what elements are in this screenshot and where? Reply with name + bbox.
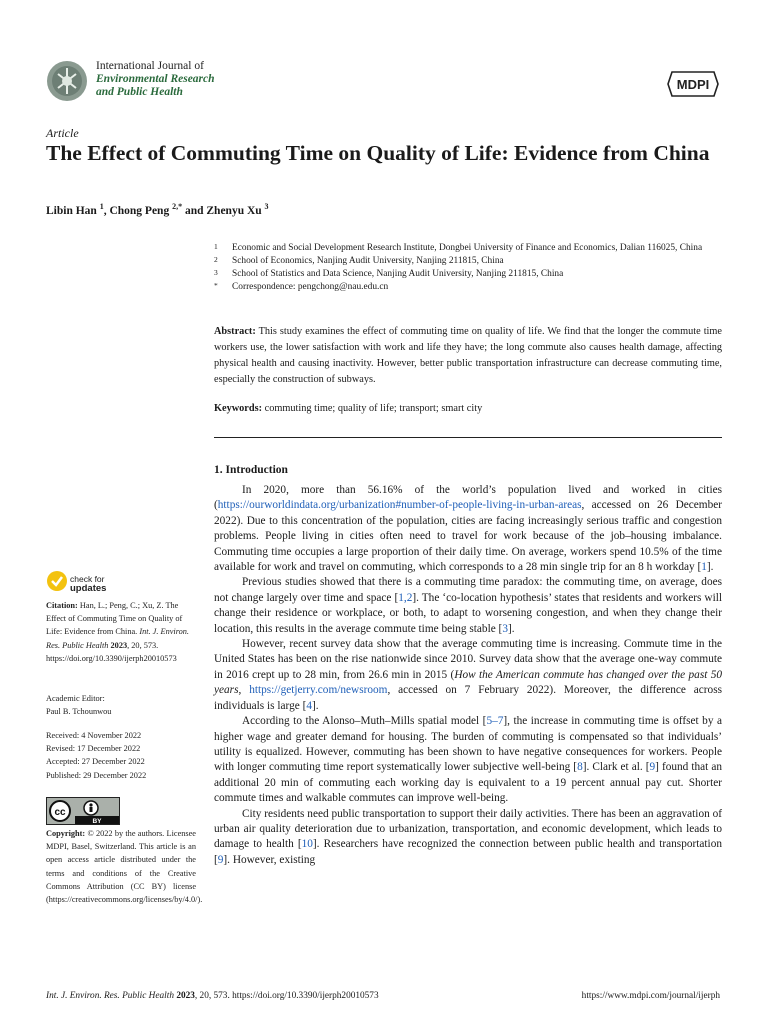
editor-name: Paul B. Tchounwou (46, 707, 112, 717)
footer-citation (46, 991, 379, 1001)
citation-link[interactable]: 1 (701, 561, 707, 574)
text-run: ]. (507, 622, 515, 635)
citation-link[interactable]: 3 (502, 622, 508, 635)
body-text (214, 483, 722, 868)
citation-link[interactable]: 9 (217, 853, 224, 866)
svg-text:cc: cc (54, 807, 66, 818)
author-affil-mark: 1 (99, 202, 104, 211)
check-for-updates-badge[interactable] (46, 570, 68, 597)
text-run: ] found that an additional 20 min of commuting each working day is equivalent to a 19 percent annual pay cut. Shorter commute times and walkable commutes can improve well-being. (214, 761, 723, 805)
text-run: City residents need public transportation to support their daily activities. There has been an aggravation of urban air quality deterioration due to urbanization, transportation, and economic development, which leads to damage to health [ (214, 807, 722, 851)
text-run: ]. Researchers have recognized the connection between public health and transportation [ (214, 838, 722, 866)
abstract-label: Abstract: (214, 326, 256, 337)
text-run: ]. However, existing (223, 853, 316, 866)
text-run: , accessed on 7 February 2022). Moreover, the difference across individuals is large [ (214, 684, 722, 712)
author-name: Chong Peng (109, 204, 170, 217)
text-run: ]. The ‘co-location hypothesis’ states that residents and workers will change their residence or workplace, or both, to adapt to worsening congestion, and when they change their location, this results in the average commute time being stable [ (214, 591, 722, 635)
author-affil-mark: 3 (264, 202, 269, 211)
footer-url[interactable]: https://www.mdpi.com/journal/ijerph (581, 991, 720, 1001)
check-for-updates-label[interactable] (70, 574, 106, 594)
cc-by-text: BY (92, 818, 102, 824)
text-run: However, recent survey data show that the average commuting time is increasing. Commute time in the United States has been on the rise nationwide since 2010. Survey data show that the average one-way commute in 2016 crept up to 28 min, from 26.6 min in 2015 ( (214, 638, 722, 681)
paragraph (214, 714, 722, 806)
text-run: According to the Alonso–Muth–Mills spatial model [ (242, 715, 487, 728)
editor-label: Academic Editor: (46, 694, 105, 703)
footer-year: 2023 (176, 991, 195, 1001)
mdpi-text: MDPI (676, 77, 710, 92)
affil-mark: 2 (214, 255, 218, 264)
received-date: Received: 4 November 2022 (46, 731, 142, 740)
cc-by-license-badge[interactable] (46, 797, 120, 825)
journal-logo (46, 60, 88, 102)
footer-doi[interactable]: , 20, 573. https://doi.org/10.3390/ijerph20010573 (194, 991, 379, 1001)
dates-block (46, 729, 196, 782)
paragraph (214, 807, 722, 869)
text-run: ]. (706, 561, 714, 574)
text-run: , (238, 684, 250, 697)
url-link[interactable]: https://ourworldindata.org/urbanization#number-of-people-living-in-urban-areas (217, 499, 582, 512)
abstract-text: This study examines the effect of commuting time on quality of life. We find that the longer the commute time workers use, the lower satisfaction with work and life they have; the long commute also causes health damage, affecting physical health and causing inactivity. However, better public transportation infrastructure can decrease commuting time, especially the construction of subways. (214, 326, 722, 385)
accepted-date: Accepted: 27 December 2022 (46, 757, 145, 767)
citation-label: Citation: (46, 601, 78, 610)
divider (214, 437, 722, 438)
affil-mark: 3 (214, 268, 218, 277)
affil-text: Economic and Social Development Research Institute, Dongbei University of Finance and Economics, Dalian 116025, China (232, 243, 703, 253)
affil-text: School of Economics, Nanjing Audit University, Nanjing 211815, China (232, 256, 504, 266)
citation-link[interactable]: 4 (306, 699, 313, 712)
copyright-text: © 2022 by the authors. Licensee MDPI, Basel, Switzerland. This article is an open access article distributed under the terms and conditions of the Creative Commons Attribution (CC BY) license (https://creativecommons.org/licenses/by/4.0/). (46, 829, 203, 905)
text-run: ]. (312, 699, 319, 712)
article-title: The Effect of Commuting Time on Quality of Life: Evidence from China (46, 141, 710, 165)
affiliation (214, 268, 734, 281)
text-run: Previous studies showed that there is a commuting time paradox: the commuting time, on average, does not change largely over time and space [ (214, 576, 722, 604)
author-name: Libin Han (46, 204, 97, 217)
section-heading: 1. Introduction (214, 464, 288, 476)
citation-year: 2023 (110, 640, 128, 650)
keywords-label: Keywords: (214, 403, 263, 414)
keywords-text: commuting time; quality of life; transport; smart city (264, 403, 483, 414)
copyright-block (46, 827, 203, 906)
journal-name (96, 60, 215, 99)
author-list: Libin Han $^1$, Chong Peng $^{2,*}$ and Zhenyu Xu $^3$ (46, 202, 269, 217)
revised-date: Revised: 17 December 2022 (46, 744, 141, 754)
affiliation (214, 242, 734, 255)
affiliation (214, 281, 734, 294)
text-run: How the American commute has changed over the past 50 years (214, 668, 723, 697)
affil-mark: * (214, 281, 218, 290)
citation-link[interactable]: 9 (649, 761, 656, 774)
author-name: Zhenyu Xu (206, 204, 262, 217)
affiliation (214, 255, 734, 268)
citation-link[interactable]: 8 (577, 761, 583, 774)
mdpi-logo (666, 70, 720, 103)
citation-block (46, 599, 196, 665)
text-run: , accessed on 26 December 2022). Due to this concentration of the population, cities are facing increasingly serious traffic and congestion problems. People living in cities often need to travel for work because of the job–housing imbalance. Commuting time occupies a large proportion of their daily time. On average, workers spend 10.5% of the time available for work and travel on commuting, which corresponds to a 28 min single trip for an 8 h workday [ (214, 499, 722, 574)
text-run: In 2020, more than 56.16% of the world’s population lived and worked in cities ( (214, 484, 722, 512)
journal-line2: Environmental Research (96, 73, 215, 85)
citation-link[interactable]: 10 (301, 838, 313, 851)
affil-text: School of Statistics and Data Science, Nanjing Audit University, Nanjing 211815, China (232, 269, 564, 279)
affil-mark: 1 (214, 242, 218, 251)
academic-editor (46, 692, 196, 718)
paragraph (214, 575, 722, 637)
check-line1: check for (70, 574, 105, 584)
check-line2: updates (70, 583, 107, 594)
abstract (214, 324, 722, 388)
paragraph (214, 483, 722, 575)
url-link[interactable]: https://getjerry.com/newsroom (249, 684, 388, 697)
journal-line1: International Journal of (96, 60, 204, 72)
article-type: Article (46, 126, 79, 140)
citation-text: Han, L.; Peng, C.; Xu, Z. The Effect of Commuting Time on Quality of Life: Evidence from China. (46, 601, 183, 637)
author-affil-mark: 2,* (172, 202, 183, 211)
affiliations (214, 242, 734, 294)
citation-link[interactable]: 5–7 (486, 715, 504, 728)
footer-journal: Int. J. Environ. Res. Public Health (46, 991, 174, 1001)
text-run: ]. Clark et al. [ (582, 761, 650, 774)
published-date: Published: 29 December 2022 (46, 770, 147, 780)
copyright-label: Copyright: (46, 829, 86, 838)
citation-link[interactable]: 1,2 (398, 591, 413, 604)
correspondence-email[interactable]: Correspondence: pengchong@nau.edu.cn (232, 282, 389, 292)
citation-doi[interactable]: , 20, 573. https://doi.org/10.3390/ijerph20010573 (46, 640, 177, 663)
paragraph (214, 637, 722, 714)
citation-journal: Int. J. Environ. Res. Public Health (46, 627, 190, 650)
keywords (214, 403, 722, 414)
journal-line3: and Public Health (96, 86, 183, 98)
text-run: ], the increase in commuting time is offset by a higher wage and greater demand for housing. The burden of commuting is compensated so that individuals’ utility is equalized. However, commuting has been shown to have negative consequences for workers. People with longer commuting time report systematically lower subjective well-being [ (214, 715, 722, 774)
check-updates-icon (46, 570, 68, 592)
